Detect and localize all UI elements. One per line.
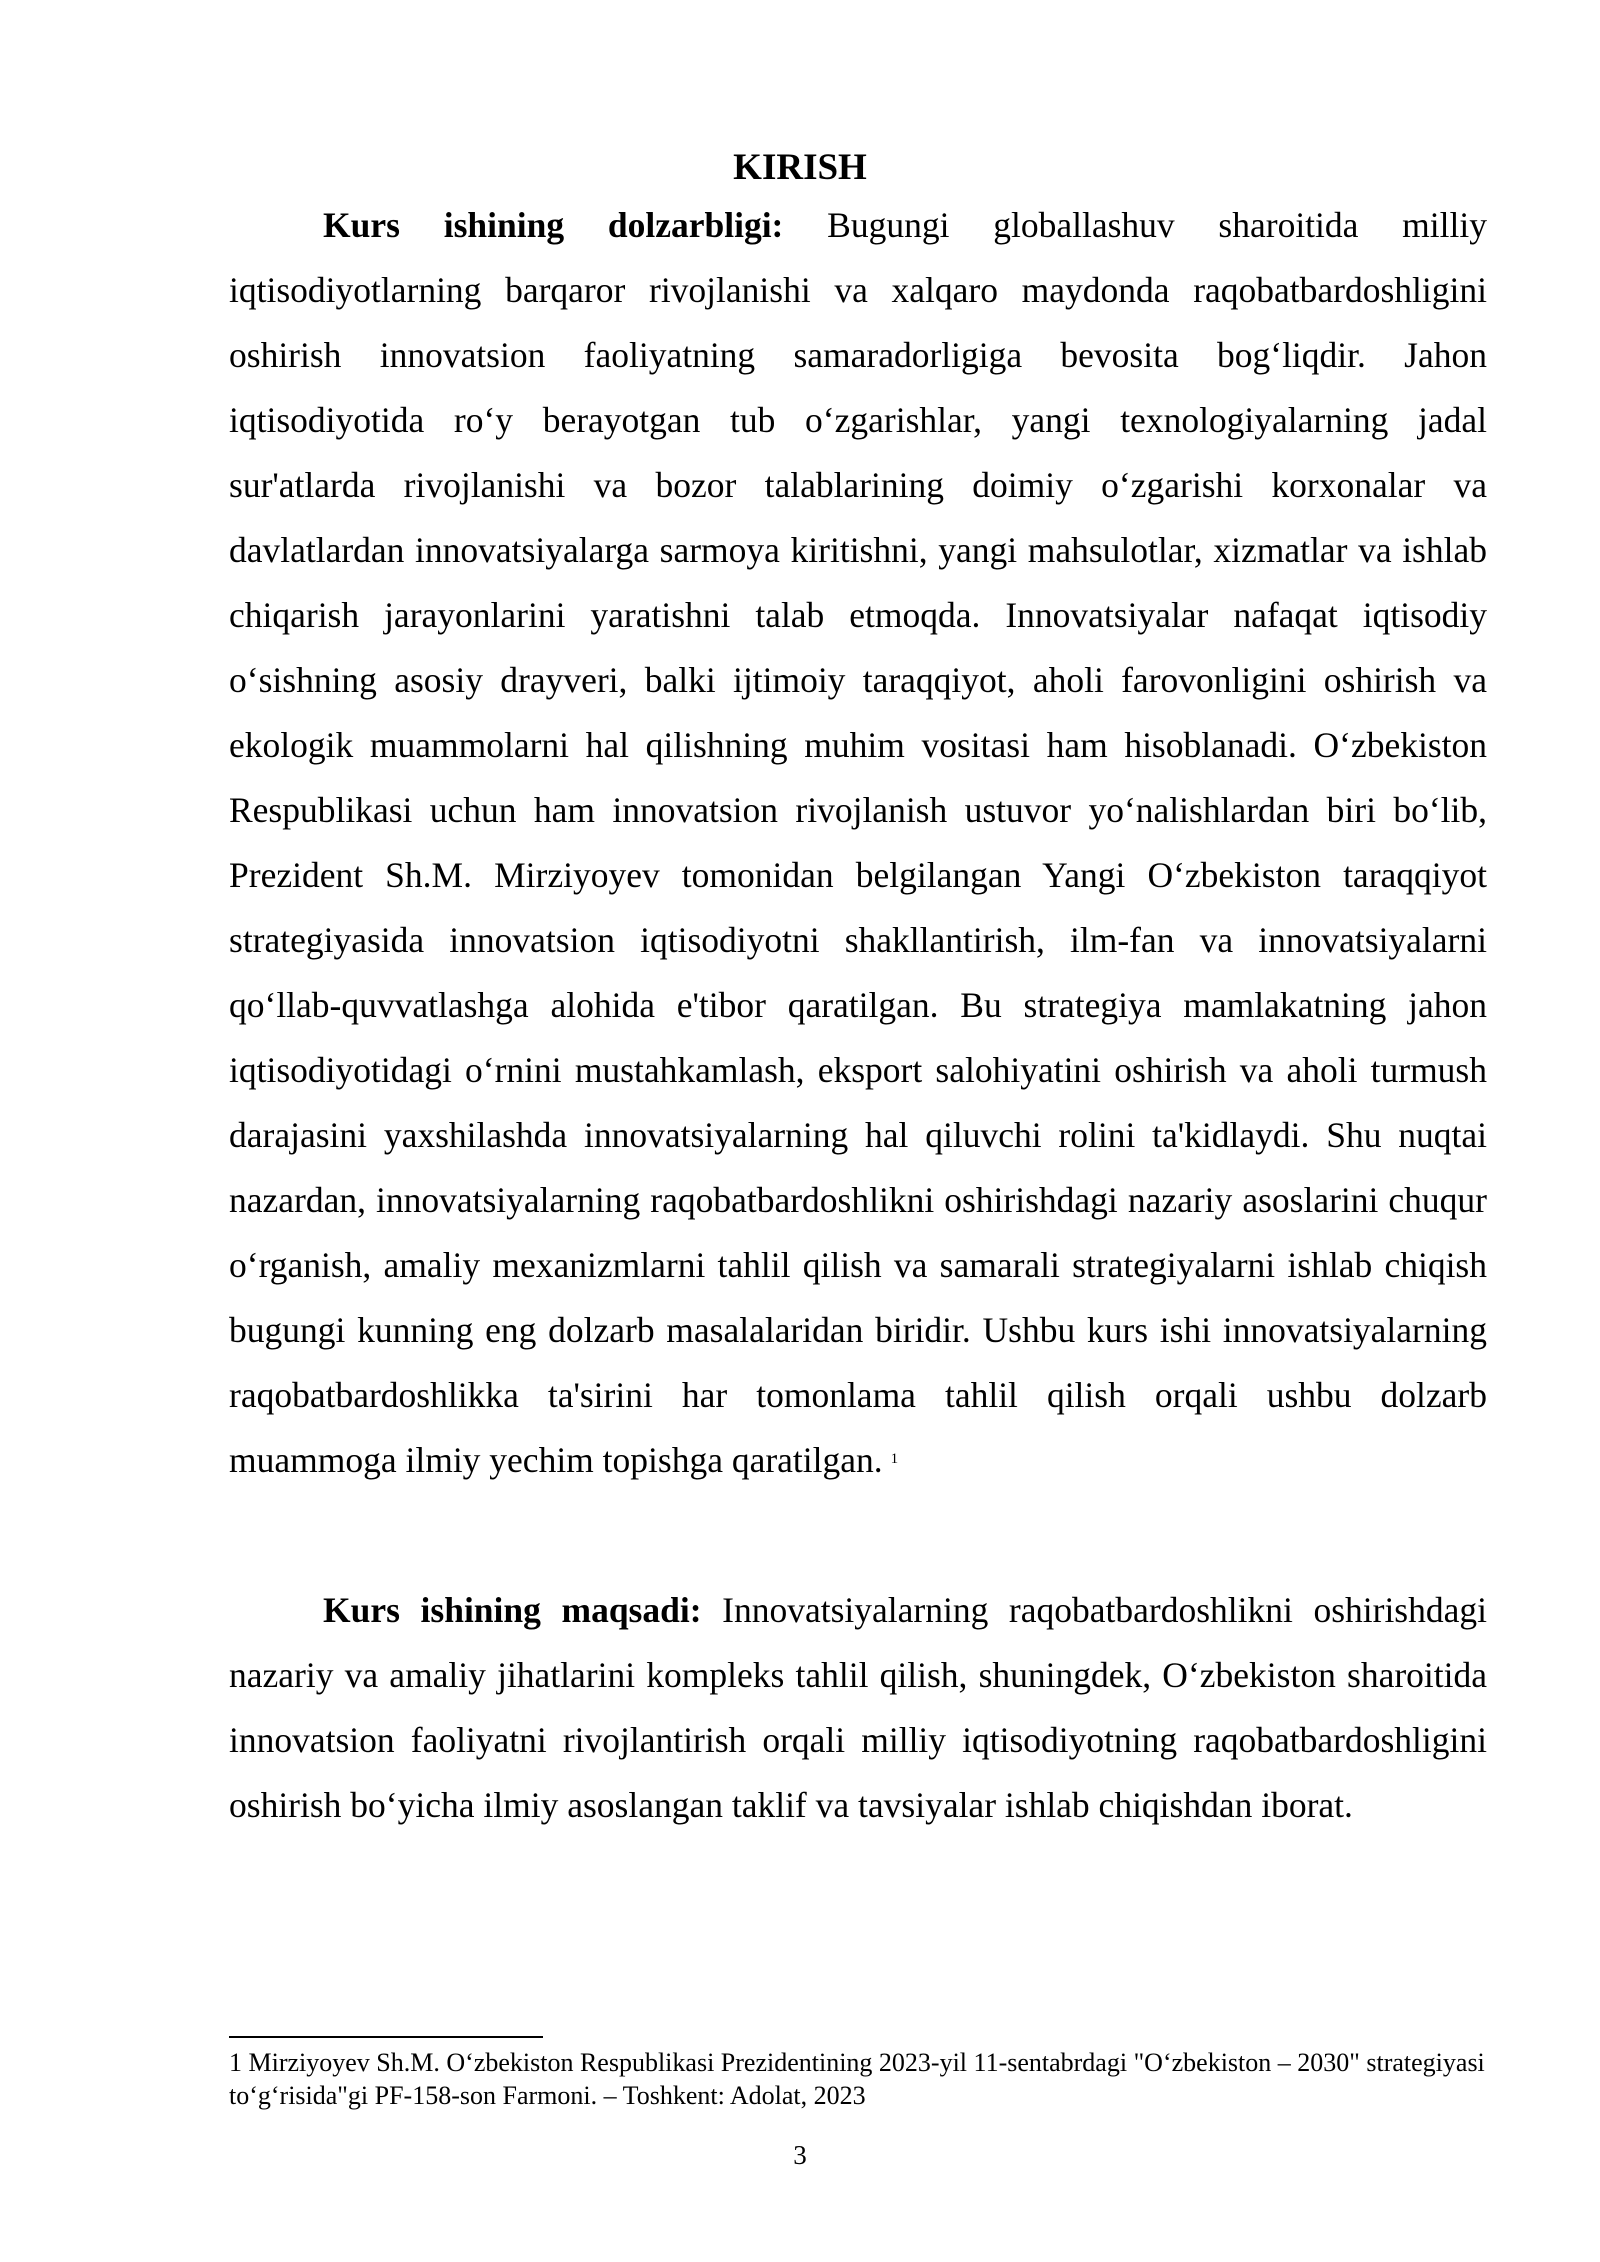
relevance-text: Bugungi globallashuv sharoitida milliy iqtisodiyotlarning barqaror rivojlanishi va xalqaro maydonda raqobatbardoshligini oshirish innovatsion faoliyatning samaradorligiga bevosita bog‘liqdir. Jahon iqtisodiyotida ro‘y berayotgan tub o‘zgarishlar, yangi texnologiyalarning jadal sur'atlarda rivojlanishi va bozor talablarining doimiy o‘zgarishi korxonalar va davlatlardan innovatsiyalarga sarmoya kiritishni, yangi mahsulotlar, xizmatlar va ishlab chiqarish jarayonlarini yaratishni talab etmoqda. Innovatsiyalar nafaqat iqtisodiy o‘sishning asosiy drayveri, balki ijtimoiy taraqqiyot, aholi farovonligini oshirish va ekologik muammolarni hal qilishning muhim vositasi ham hisoblanadi. O‘zbekiston Respublikasi uchun ham innovatsion rivojlanish ustuvor yo‘nalishlardan biri bo‘lib, Prezident Sh.M. Mirziyoyev tomonidan belgilangan Yangi O‘zbekiston taraqqiyot strategiyasida innovatsion iqtisodiyotni shakllantirish, ilm-fan va innovatsiyalarni qo‘llab-quvvatlashga alohida e'tibor qaratilgan. Bu strategiya mamlakatning jahon iqtisodiyotidagi o‘rnini mustahkamlash, eksport salohiyatini oshirish va aholi turmush darajasini yaxshilashda innovatsiyalarning hal qiluvchi rolini ta'kidlaydi. Shu nuqtai nazardan, innovatsiyalarning raqobatbardoshlikni oshirishdagi nazariy asoslarini chuqur o‘rganish, amaliy mexanizmlarni tahlil qilish va samarali strategiyalarni ishlab chiqish bugungi kunning eng dolzarb masalalaridan biridir. Ushbu kurs ishi innovatsiyalarning raqobatbardoshlikka ta'sirini har tomonlama tahlil qilish orqali ushbu dolzarb muammoga ilmiy yechim topishga qaratilgan. <box>229 205 1487 1480</box>
relevance-lead: Kurs ishining dolzarbligi: <box>323 205 784 245</box>
page-heading: KIRISH <box>733 147 867 188</box>
goal-paragraph <box>229 1578 1487 1838</box>
footnote-number: 1 <box>229 2048 242 2077</box>
goal-text: Innovatsiyalarning raqobatbardoshlikni oshirishdagi nazariy va amaliy jihatlarini kompleks tahlil qilish, shuningdek, O‘zbekiston sharoitida innovatsion faoliyatni rivojlantirish orqali milliy iqtisodiyotning raqobatbardoshligini oshirish bo‘yicha ilmiy asoslangan taklif va tavsiyalar ishlab chiqishdan iborat. <box>229 1590 1487 1825</box>
footnote-text: Mirziyoyev Sh.M. O‘zbekiston Respublikasi Prezidentining 2023-yil 11-sentabrdagi "O‘zbekiston – 2030" strategiyasi to‘g‘risida"gi PF-158-son Farmoni. – Toshkent: Adolat, 2023 <box>229 2048 1485 2110</box>
relevance-paragraph <box>229 193 1487 1493</box>
footnote <box>229 2046 1487 2112</box>
goal-lead: Kurs ishining maqsadi: <box>323 1590 702 1630</box>
footnote-separator <box>229 2036 543 2038</box>
footnote-reference[interactable]: 1 <box>890 1451 899 1467</box>
page-number: 3 <box>793 2140 807 2170</box>
